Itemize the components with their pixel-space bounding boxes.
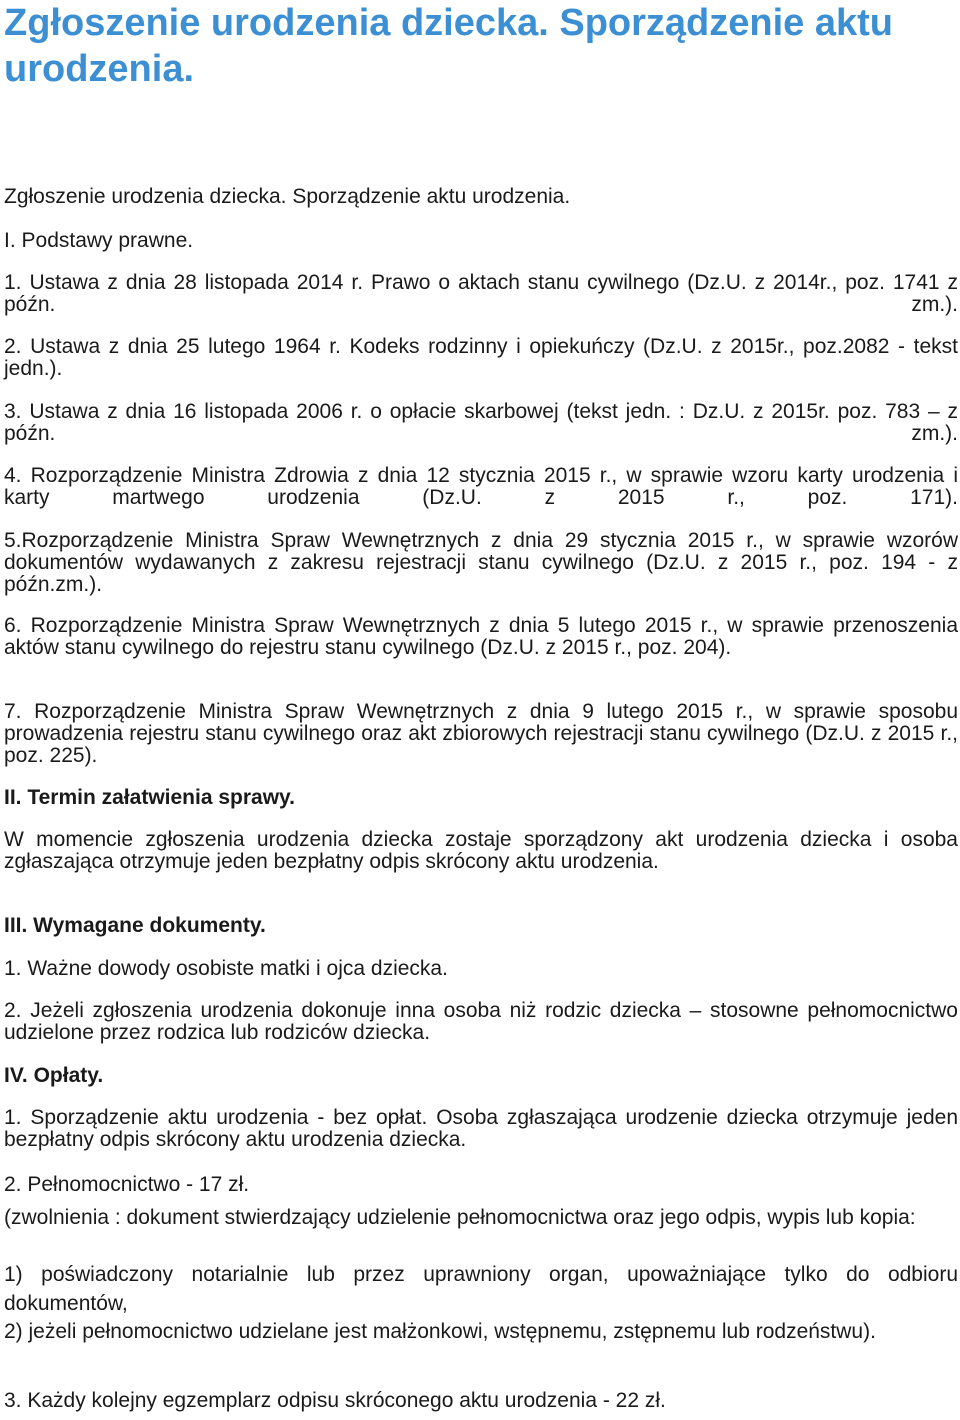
documents-item-2: 2. Jeżeli zgłoszenia urodzenia dokonuje inna osoba niż rodzic dziecka – stosowne pełnomocnictwo udzielone przez rodzica lub rodziców dziecka. xyxy=(4,999,958,1044)
section-heading-documents: III. Wymagane dokumenty. xyxy=(4,914,266,937)
fees-exemption-1: 1) poświadczony notarialnie lub przez uprawniony organ, upoważniające tylko do odbioru dokumentów, xyxy=(4,1263,958,1315)
fees-exemption-note: (zwolnienia : dokument stwierdzający udzielenie pełnomocnictwa oraz jego odpis, wypis lub kopia: xyxy=(4,1206,916,1229)
legal-basis-item-6: 6. Rozporządzenie Ministra Spraw Wewnętrznych z dnia 5 lutego 2015 r., w sprawie przenoszenia aktów stanu cywilnego do rejestru stanu cywilnego (Dz.U. z 2015 r., poz. 204). xyxy=(4,614,958,659)
legal-basis-item-1: 1. Ustawa z dnia 28 listopada 2014 r. Prawo o aktach stanu cywilnego (Dz.U. z 2014r., poz. 1741 z późn. zm.). xyxy=(4,271,958,316)
section-heading-deadline: II. Termin załatwienia sprawy. xyxy=(4,786,295,809)
section-heading-legal-basis: I. Podstawy prawne. xyxy=(4,229,194,252)
subtitle: Zgłoszenie urodzenia dziecka. Sporządzenie aktu urodzenia. xyxy=(4,185,571,208)
fees-item-3: 3. Każdy kolejny egzemplarz odpisu skróconego aktu urodzenia - 22 zł. xyxy=(4,1389,666,1412)
deadline-text: W momencie zgłoszenia urodzenia dziecka zostaje sporządzony akt urodzenia dziecka i osoba zgłaszająca otrzymuje jeden bezpłatny odpis skrócony aktu urodzenia. xyxy=(4,828,958,873)
legal-basis-item-2: 2. Ustawa z dnia 25 lutego 1964 r. Kodeks rodzinny i opiekuńczy (Dz.U. z 2015r., poz.2082 - tekst jedn.). xyxy=(4,335,958,380)
legal-basis-item-4: 4. Rozporządzenie Ministra Zdrowia z dnia 12 stycznia 2015 r., w sprawie wzoru karty urodzenia i karty martwego urodzenia (Dz.U. z 2015 r., poz. 171). xyxy=(4,464,958,509)
legal-basis-item-3: 3. Ustawa z dnia 16 listopada 2006 r. o opłacie skarbowej (tekst jedn. : Dz.U. z 2015r. poz. 783 – z późn. zm.). xyxy=(4,400,958,445)
legal-basis-item-7: 7. Rozporządzenie Ministra Spraw Wewnętrznych z dnia 9 lutego 2015 r., w sprawie sposobu prowadzenia rejestru stanu cywilnego oraz akt zbiorowych rejestracji stanu cywilnego (Dz.U. z 2015 r., poz. 225). xyxy=(4,700,958,767)
fees-item-1: 1. Sporządzenie aktu urodzenia - bez opłat. Osoba zgłaszająca urodzenie dziecka otrzymuje jeden bezpłatny odpis skrócony aktu urodzenia dziecka. xyxy=(4,1106,958,1151)
section-heading-fees: IV. Opłaty. xyxy=(4,1064,104,1087)
fees-item-2: 2. Pełnomocnictwo - 17 zł. xyxy=(4,1173,250,1196)
fees-exemption-2: 2) jeżeli pełnomocnictwo udzielane jest małżonkowi, wstępnemu, zstępnemu lub rodzeństwu). xyxy=(4,1320,876,1343)
legal-basis-item-5: 5.Rozporządzenie Ministra Spraw Wewnętrznych z dnia 29 stycznia 2015 r., w sprawie wzorów dokumentów wydawanych z zakresu rejestracji stanu cywilnego (Dz.U. z 2015 r., poz. 194 - z późn.zm.). xyxy=(4,529,958,596)
documents-item-1: 1. Ważne dowody osobiste matki i ojca dziecka. xyxy=(4,957,448,980)
page-title: Zgłoszenie urodzenia dziecka. Sporządzenie aktu urodzenia. xyxy=(4,2,893,90)
